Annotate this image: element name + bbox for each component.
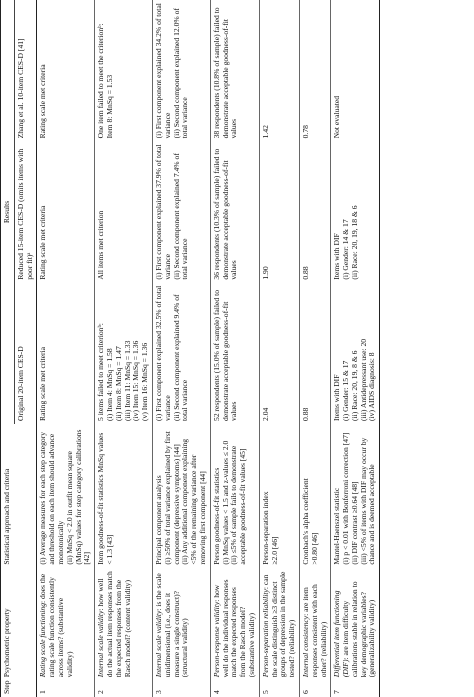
- cell-line: (i) ≥50% of total variance explained by first component (depressive symptoms) [44]: [162, 431, 181, 565]
- result-zhang-cell: [331, 0, 380, 141]
- cell-line: Rating scale met criteria: [38, 346, 48, 421]
- cell-line: (i) p < 0.01 with Bonferroni correction [47]: [341, 432, 351, 565]
- cell-line: Principal component analysis: [153, 475, 163, 565]
- header-original-20-item: Original 20-item CES-D: [14, 283, 37, 424]
- result-original-cell: [331, 283, 380, 424]
- property-cell: [331, 568, 380, 681]
- result-zhang-cell: [210, 0, 259, 141]
- step-cell: 7: [331, 680, 380, 697]
- cell-line: (ii) Second component explained 12.0% of total variance: [171, 8, 190, 139]
- cell-line: 36 respondents (10.3% of sample) failed to demonstrate acceptable goodness-of-fit values: [211, 148, 239, 280]
- cell-line: All items met criterion: [96, 210, 106, 280]
- header-step: Step: [1, 680, 37, 697]
- result-original-cell: [152, 283, 210, 424]
- property-name: Internal scale validity: [153, 610, 163, 678]
- cell-line: (iv) Item 15: MnSq = 1.36: [131, 340, 141, 421]
- result-reduced-cell: [331, 141, 380, 282]
- result-zhang-cell: [299, 0, 330, 141]
- cell-line: 52 respondents (15.0% of sample) failed to demonstrate acceptable goodness-of-fit values: [211, 290, 239, 421]
- property-description: : are item difficulty calibrations stable in relation to key demographic variables? (generalizability validity): [341, 581, 377, 678]
- table-row: [37, 0, 95, 697]
- criteria-cell: [37, 424, 95, 568]
- cell-line: (ii) Race: 20, 19, 18 & 6: [349, 205, 359, 280]
- cell-line: (v) Item 16: MnSq = 1.36: [140, 342, 150, 421]
- cell-line: (i) Gender: 14 & 17: [341, 219, 351, 280]
- cell-line: Rating scale met criteria: [38, 64, 48, 139]
- cell-line: ≥2.0 [46]: [269, 536, 279, 565]
- criteria-cell: [95, 424, 153, 568]
- cell-line: (iii) Item 11: MnSq = 1.33: [122, 340, 132, 421]
- result-zhang-cell: [37, 0, 95, 141]
- property-description: : is the scale unidimensional (i.e., does it measure a single construct)? (structural validity): [153, 573, 190, 678]
- table-row: [95, 0, 153, 697]
- cell-line: Not evaluated: [332, 95, 342, 139]
- result-zhang-cell: [95, 0, 153, 141]
- property-name: Internal consistency: [300, 615, 310, 678]
- step-cell: 2: [95, 680, 153, 697]
- header-reduced-15-item: Reduced 15-item CES-D (omits items with poor fit)ᵃ: [14, 141, 37, 282]
- result-zhang-cell: [259, 0, 299, 141]
- cell-line: 5 items failed to meet criterionᵇ:: [96, 323, 106, 421]
- cell-line: (i) First component explained 32.5% of total variance: [153, 285, 172, 421]
- property-description: : how well do the actual item responses match the expected responses from the Rasch model? (content validity): [96, 571, 132, 678]
- cell-line: Items with DIF: [332, 374, 342, 421]
- cell-line: (i) Average measures for each step category and threshold on each item should advance monotonically: [38, 431, 65, 565]
- property-cell: [152, 568, 210, 681]
- table-row: [259, 0, 299, 697]
- cell-line: (ii) ≤5% of sample fails to demonstrate acceptable goodness-of-fit values [45]: [229, 445, 248, 565]
- cell-line: (ii) DIF contrast ≥0.64 [48]: [349, 481, 359, 565]
- property-description: : how well do the individual responses match the expected responses from the Rasch model? (substantive validity): [211, 579, 256, 678]
- criteria-cell: [331, 424, 380, 568]
- cell-line: (iv) AIDS diagnosis: 8: [367, 352, 377, 421]
- cell-line: >0.80 [46]: [309, 532, 319, 565]
- property-name: Person-response validity: [211, 601, 221, 678]
- cell-line: Cronbach's alpha coefficient: [300, 478, 310, 565]
- property-name: Differential item functioning (DIF): [332, 590, 351, 678]
- result-zhang-cell: [152, 0, 210, 141]
- header-zhang-10-item: Zhang et al. 10-item CES-D [41]: [14, 0, 37, 141]
- result-original-cell: [259, 283, 299, 424]
- header-results: Results: [2, 200, 11, 224]
- cell-line: Mantel-Haenszel statistic: [332, 487, 342, 565]
- table-row: [152, 0, 210, 697]
- cell-line: (ii) MnSq < 2.0 in outfit mean square (MnSq) values for step category calibrations [42]: [64, 429, 92, 565]
- cell-line: (ii) Second component explained 7.4% of total variance: [171, 153, 190, 280]
- property-cell: [37, 568, 95, 681]
- property-name: Person-separation reliability: [260, 589, 270, 678]
- step-cell: 6: [299, 680, 330, 697]
- cell-line: 0.88: [300, 407, 310, 421]
- property-cell: [95, 568, 153, 681]
- cell-line: Person goodness-of-fit statistics: [211, 467, 221, 565]
- result-reduced-cell: [95, 141, 153, 282]
- result-reduced-cell: [299, 141, 330, 282]
- cell-line: Person-separation index: [260, 491, 270, 565]
- result-reduced-cell: [152, 141, 210, 282]
- property-cell: [299, 568, 330, 681]
- table-row: [299, 0, 330, 697]
- property-description: : are item responses consistent with each other? (reliability): [300, 584, 328, 678]
- header-psychometric-property: Psychometric property: [1, 568, 37, 681]
- cell-line: (iii) Antidepressant use: 20: [358, 338, 368, 421]
- property-description: : can the scale distinguish ≥3 distinct groups of depression in the sample tested? (reliability): [260, 571, 297, 678]
- result-original-cell: [299, 283, 330, 424]
- cell-line: 1.90: [260, 266, 270, 280]
- step-cell: 4: [210, 680, 259, 697]
- table-row: [331, 0, 380, 697]
- cell-line: 2.04: [260, 407, 270, 421]
- cell-line: (i) First component explained 37.9% of total variance: [153, 144, 172, 280]
- cell-line: (i) Item 4: MnSq = 1.58: [104, 348, 114, 421]
- cell-line: Items with DIF: [332, 233, 342, 280]
- step-cell: 3: [152, 680, 210, 697]
- result-reduced-cell: [259, 141, 299, 282]
- property-description: : does the rating scale function consistently across items? (substantive validity): [38, 573, 74, 678]
- result-reduced-cell: [37, 141, 95, 282]
- criteria-cell: [210, 424, 259, 568]
- property-name: Internal scale validity: [96, 610, 106, 678]
- cell-line: (ii) Any additional component explaining <5% of the remaining variance after removing first component [44]: [180, 438, 207, 565]
- table-row: [210, 0, 259, 697]
- cell-line: One item failed to meet the criterionᵇ:: [96, 23, 106, 139]
- cell-line: (ii) Item 8: MnSq = 1.47: [113, 346, 123, 421]
- cell-line: (i) Gender: 15 & 17: [341, 360, 351, 421]
- property-cell: [259, 568, 299, 681]
- cell-line: 0.88: [300, 266, 310, 280]
- step-cell: 1: [37, 680, 95, 697]
- cell-line: (ii) Second component explained 9.4% of total variance: [171, 294, 190, 421]
- step-cell: 5: [259, 680, 299, 697]
- criteria-cell: [259, 424, 299, 568]
- cell-line: Item 8: MnSq = 1.53: [104, 74, 114, 139]
- cell-line: 1.42: [260, 125, 270, 139]
- criteria-cell: [299, 424, 330, 568]
- cell-line: Rating scale met criteria: [38, 205, 48, 280]
- result-reduced-cell: [210, 141, 259, 282]
- result-original-cell: [37, 283, 95, 424]
- criteria-cell: [152, 424, 210, 568]
- cell-line: 0.78: [300, 125, 310, 139]
- property-cell: [210, 568, 259, 681]
- cell-line: (i) MnSq values < 1.5 and z-values ≤ 2.0: [220, 440, 230, 565]
- result-original-cell: [210, 283, 259, 424]
- cell-line: Item goodness-of-fit statistics MnSq values < 1.3 [43]: [96, 432, 114, 565]
- table-body: [37, 0, 380, 697]
- cell-line: (i) First component explained 34.2% of total variance: [153, 3, 172, 139]
- cell-line: (ii) Race: 20, 19, 8 & 6: [349, 350, 359, 421]
- property-name: Rating scale functioning: [38, 602, 48, 678]
- cell-line: (iii) <5% of items with DIF may occur by chance and is deemed acceptable: [358, 437, 377, 565]
- cell-line: 38 respondents (10.8% of sample) failed to demonstrate acceptable goodness-of-fit values: [211, 7, 239, 139]
- header-statistical-approach: Statistical approach and criteria: [1, 424, 37, 568]
- result-original-cell: [95, 283, 153, 424]
